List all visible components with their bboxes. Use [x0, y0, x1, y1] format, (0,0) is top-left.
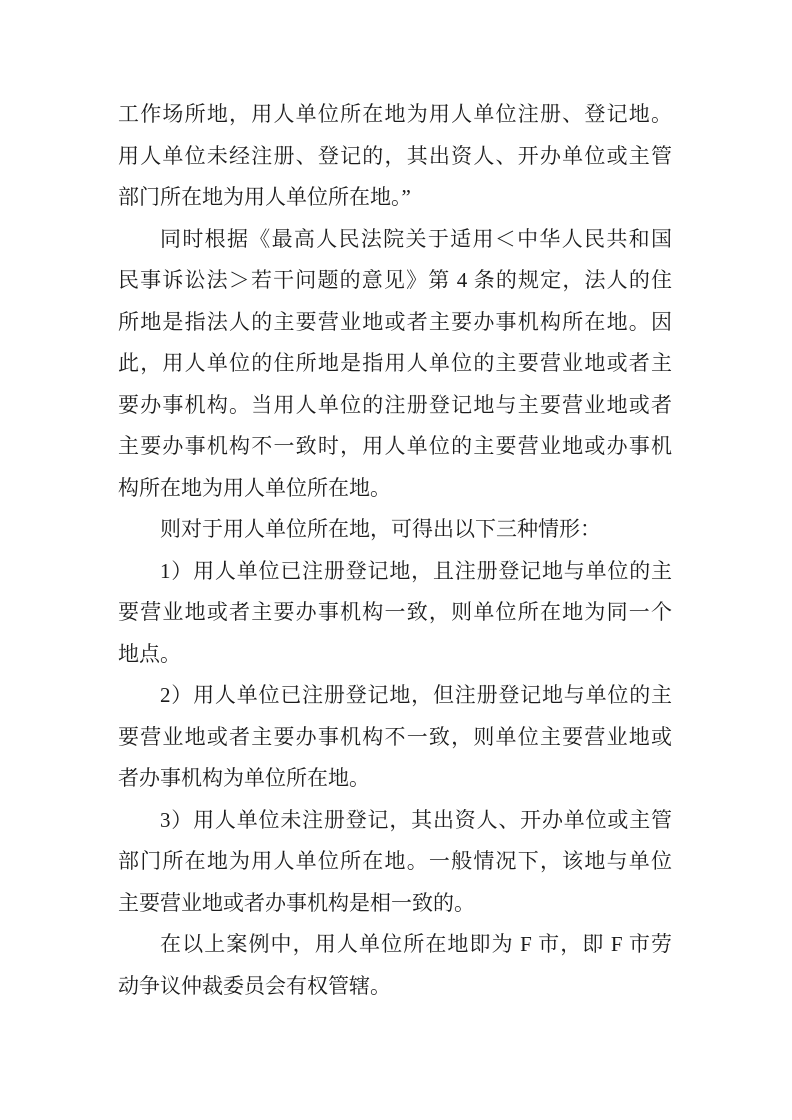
paragraph-3: [118, 509, 672, 551]
paragraph-5-item-2: [118, 675, 672, 800]
text-line: 部门所在地为用人单位所在地。”: [118, 185, 411, 209]
text-line: 所地是指法人的主要营业地或者主要办事机构所在地。因: [118, 309, 672, 334]
text-line: 同时根据《最高人民法院关于适用＜中华人民共和国: [160, 226, 672, 251]
text-line: 要办事机构。当用人单位的注册登记地与主要营业地或者: [118, 392, 672, 417]
text-line: 3）用人单位未注册登记，其出资人、开办单位或主管: [160, 807, 672, 832]
text-line: 地点。: [118, 641, 181, 666]
text-line: 此，用人单位的住所地是指用人单位的主要营业地或者主: [118, 351, 672, 375]
text-line: 要营业地或者主要办事机构不一致，则单位主要营业地或: [118, 724, 672, 749]
text-line: 则对于用人单位所在地，可得出以下三种情形：: [160, 517, 601, 541]
text-line: 1）用人单位已注册登记地，且注册登记地与单位的主: [160, 558, 672, 583]
text-line: 构所在地为用人单位所在地。: [118, 475, 391, 500]
text-line: 主要营业地或者办事机构是相一致的。: [118, 890, 475, 915]
text-content: [118, 94, 672, 1007]
text-line: 用人单位未经注册、登记的，其出资人、开办单位或主管: [118, 143, 672, 168]
paragraph-7-conclusion: [118, 924, 672, 1007]
paragraph-4-item-1: [118, 551, 672, 676]
text-line: 民事诉讼法＞若干问题的意见》第 4 条的规定，法人的住: [118, 268, 672, 292]
text-line: 动争议仲裁委员会有权管辖。: [118, 973, 391, 998]
paragraph-2: [118, 219, 672, 510]
paragraph-6-item-3: [118, 800, 672, 925]
text-line: 主要办事机构不一致时，用人单位的主要营业地或办事机: [118, 434, 672, 458]
text-line: 要营业地或者主要办事机构一致，则单位所在地为同一个: [118, 600, 672, 624]
text-line: 工作场所地，用人单位所在地为用人单位注册、登记地。: [118, 102, 672, 126]
text-line: 2）用人单位已注册登记地，但注册登记地与单位的主: [160, 683, 672, 707]
paragraph-1: [118, 94, 672, 219]
text-line: 在以上案例中，用人单位所在地即为 F 市，即 F 市劳: [160, 932, 672, 956]
text-line: 者办事机构为单位所在地。: [118, 766, 370, 790]
text-line: 部门所在地为用人单位所在地。一般情况下，该地与单位: [118, 849, 672, 873]
